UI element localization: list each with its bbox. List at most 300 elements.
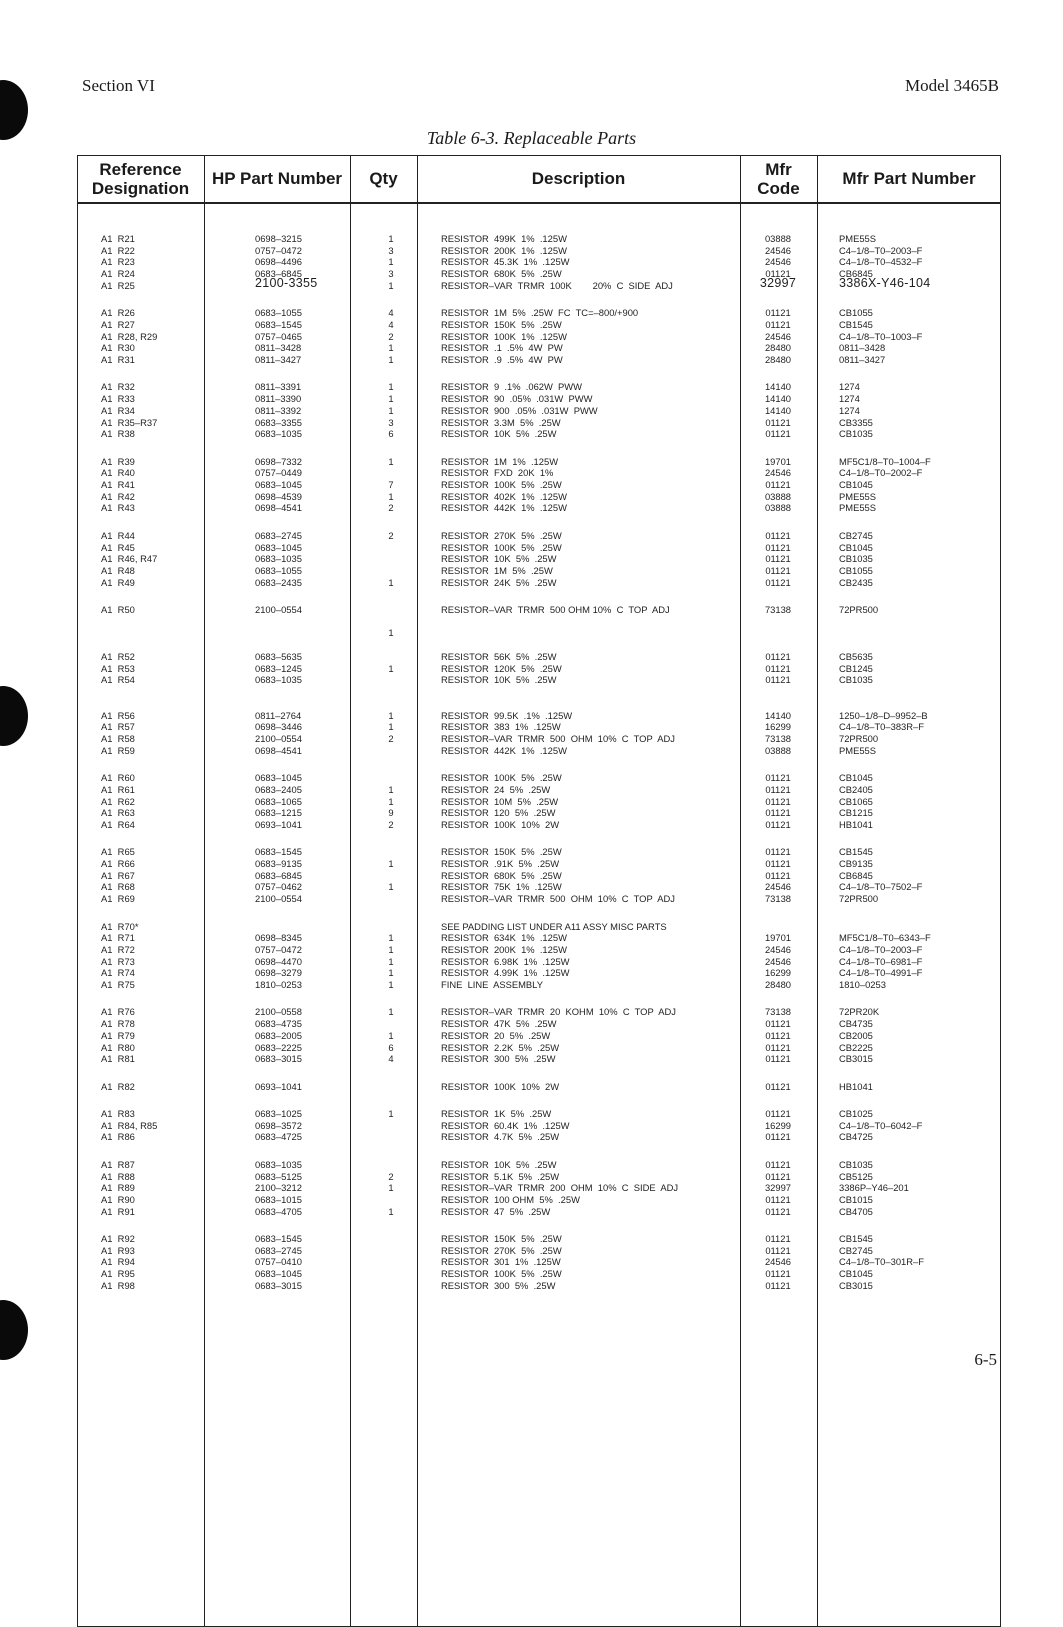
cell-reference: A1 R28, R29 — [101, 330, 158, 342]
cell-mfr-code: 01121 — [765, 1193, 791, 1205]
cell-description: RESISTOR–VAR TRMR 500 OHM 10% C TOP ADJ — [441, 893, 675, 905]
cell-hp-part: 0698–3446 — [255, 721, 302, 733]
cell-hp-part: 0683–1055 — [255, 564, 302, 576]
cell-description: RESISTOR 442K 1% .125W — [441, 744, 567, 756]
cell-qty: 1 — [388, 967, 394, 979]
cell-mfr-part: CB1035 — [839, 428, 873, 440]
cell-description: RESISTOR 56K 5% .25W — [441, 650, 557, 662]
cell-mfr-code: 14140 — [764, 709, 792, 721]
cell-hp-part: 0683–9135 — [255, 858, 302, 869]
cell-hp-part: 0683–2745 — [255, 1244, 302, 1256]
cell-mfr-code: 01121 — [765, 807, 791, 819]
cell-hp-part: 0698–4496 — [255, 256, 302, 268]
cell-qty: 2 — [388, 818, 394, 830]
cell-mfr-part: C4–1/8–T0–383R–F — [839, 721, 924, 733]
cell-mfr-code: 01121 — [765, 1233, 791, 1244]
cell-reference: A1 R87 — [101, 1158, 135, 1170]
cell-mfr-part: CB3015 — [839, 1279, 873, 1291]
parts-table — [77, 155, 1001, 1627]
cell-hp-part: 0693–1041 — [255, 1080, 302, 1092]
col-header-description: Description — [531, 169, 626, 188]
cell-description: RESISTOR 270K 5% .25W — [441, 529, 562, 541]
cell-hp-part: 0683–1035 — [255, 1158, 302, 1170]
cell-mfr-part: 72PR500 — [839, 733, 879, 744]
cell-description: RESISTOR 100K 1% .125W — [441, 330, 567, 342]
cell-hp-part: 0698–7332 — [255, 455, 302, 467]
cell-description: RESISTOR 270K 5% .25W — [441, 1244, 562, 1256]
cell-reference: A1 R78 — [101, 1018, 135, 1030]
cell-qty: 1 — [388, 783, 394, 795]
cell-reference: A1 R21 — [101, 233, 135, 244]
cell-mfr-part: PME55S — [839, 233, 876, 244]
cell-reference: A1 R71 — [101, 932, 135, 944]
cell-reference: A1 R94 — [101, 1256, 135, 1268]
cell-reference: A1 R79 — [101, 1029, 135, 1041]
cell-reference: A1 R88 — [101, 1170, 135, 1182]
cell-hp-part: 0683–3355 — [255, 416, 302, 428]
cell-qty: 1 — [388, 721, 394, 733]
cell-hp-part: 0683–1015 — [255, 1193, 302, 1205]
cell-qty: 4 — [388, 1053, 394, 1065]
cell-mfr-part: 0811–3428 — [839, 342, 886, 354]
cell-description: RESISTOR 100K 5% .25W — [441, 1268, 562, 1280]
cell-hp-part: 0811–3391 — [255, 381, 302, 393]
cell-mfr-code: 01121 — [765, 1170, 791, 1182]
cell-mfr-part: C4–1/8–T0–2003–F — [839, 244, 923, 256]
cell-description: RESISTOR 300 5% .25W — [441, 1053, 556, 1065]
cell-reference: A1 R31 — [101, 354, 135, 365]
cell-mfr-part: 1274 — [839, 381, 860, 393]
cell-hp-part: 0683–1045 — [255, 772, 302, 784]
cell-description: RESISTOR 100K 5% .25W — [441, 772, 562, 784]
cell-reference: A1 R64 — [101, 818, 135, 830]
cell-hp-part: 0698–3279 — [255, 967, 302, 979]
cell-mfr-part: CB1245 — [839, 662, 873, 674]
cell-qty: 1 — [388, 342, 394, 354]
cell-qty: 1 — [388, 576, 394, 588]
cell-description: RESISTOR–VAR TRMR 500 OHM 10% C TOP ADJ — [441, 604, 670, 615]
cell-hp-part: 0698–4541 — [255, 744, 302, 756]
cell-mfr-part: CB1045 — [839, 772, 873, 784]
cell-hp-part: 0683–1545 — [255, 318, 302, 330]
cell-reference: A1 R76 — [101, 1006, 135, 1018]
cell-reference: A1 R81 — [101, 1053, 135, 1065]
cell-mfr-code: 19701 — [764, 455, 792, 467]
cell-hp-part: 0683–1045 — [255, 541, 302, 553]
cell-qty: 3 — [388, 416, 394, 428]
cell-mfr-code: 01121 — [765, 1041, 791, 1053]
cell-hp-part: 0683–1545 — [255, 1233, 302, 1244]
cell-mfr-part: C4–1/8–T0–2002–F — [839, 467, 923, 479]
cell-hp-part: 0757–0410 — [255, 1256, 302, 1268]
col-header-qty: Qty — [369, 169, 398, 188]
cell-hp-part: 0683–4725 — [255, 1131, 302, 1143]
cell-description: RESISTOR 1M 5% .25W FC TC=–800/+900 — [441, 307, 639, 319]
cell-mfr-part: CB4725 — [839, 1131, 873, 1143]
cell-mfr-part: MF5C1/8–T0–1004–F — [839, 455, 931, 467]
cell-description: RESISTOR 634K 1% .125W — [441, 932, 567, 944]
cell-mfr-code: 01121 — [765, 428, 791, 440]
cell-qty: 1 — [388, 1029, 394, 1041]
cell-mfr-part: CB2405 — [839, 783, 873, 795]
cell-qty: 1 — [388, 233, 394, 244]
cell-description: RESISTOR 4.99K 1% .125W — [441, 967, 570, 979]
cell-qty: 2 — [388, 1170, 394, 1182]
cell-mfr-code: 16299 — [764, 967, 792, 979]
cell-mfr-part: CB1045 — [839, 479, 873, 490]
cell-mfr-code: 01121 — [765, 318, 791, 330]
cell-hp-part: 0683–5125 — [255, 1170, 302, 1182]
cell-mfr-code: 24546 — [764, 955, 792, 967]
cell-mfr-code: 24546 — [764, 943, 792, 955]
cell-description: RESISTOR 10K 5% .25W — [441, 428, 557, 440]
cell-description: RESISTOR 1K 5% .25W — [441, 1108, 552, 1119]
cell-mfr-code: 01121 — [765, 553, 791, 565]
cell-mfr-part: CB4735 — [839, 1018, 873, 1030]
cell-mfr-part: CB1035 — [839, 553, 873, 565]
cell-reference: A1 R43 — [101, 502, 135, 514]
cell-description: RESISTOR FXD 20K 1% — [441, 467, 554, 479]
cell-mfr-code: 01121 — [765, 1018, 791, 1030]
column-divider — [740, 155, 741, 1627]
cell-mfr-code: 01121 — [765, 674, 791, 686]
cell-hp-part: 2100–0554 — [255, 733, 302, 744]
cell-mfr-part: PME55S — [839, 502, 876, 514]
section-label: Section VI — [82, 76, 155, 95]
cell-reference: A1 R65 — [101, 846, 135, 858]
cell-description: RESISTOR 100 OHM 5% .25W — [441, 1193, 580, 1205]
cell-reference: A1 R26 — [101, 307, 135, 319]
cell-description: RESISTOR 499K 1% .125W — [441, 233, 567, 244]
cell-mfr-part: CB1545 — [839, 846, 873, 858]
cell-reference: A1 R68 — [101, 881, 135, 893]
cell-description: RESISTOR 5.1K 5% .25W — [441, 1170, 560, 1182]
cell-reference: A1 R62 — [101, 795, 135, 807]
cell-description: RESISTOR–VAR TRMR 200 OHM 10% C SIDE ADJ — [441, 1182, 679, 1194]
cell-description: RESISTOR 442K 1% .125W — [441, 502, 567, 514]
cell-description: RESISTOR 10K 5% .25W — [441, 553, 557, 565]
cell-mfr-part: 3386P–Y46–201 — [839, 1182, 909, 1194]
cell-mfr-part: C4–1/8–T0–2003–F — [839, 943, 923, 955]
cell-reference: A1 R95 — [101, 1268, 135, 1280]
cell-hp-part: 0683–3015 — [255, 1279, 302, 1291]
cell-reference: A1 R98 — [101, 1279, 135, 1291]
cell-qty: 1 — [388, 404, 394, 416]
cell-mfr-code: 01121 — [765, 818, 791, 830]
binder-hole — [0, 1300, 28, 1360]
cell-hp-part: 0698–4541 — [255, 502, 302, 514]
cell-qty: 1 — [388, 1182, 394, 1194]
cell-description: RESISTOR 6.98K 1% .125W — [441, 955, 570, 967]
cell-mfr-part: 0811–3427 — [839, 354, 886, 365]
cell-description: RESISTOR 301 1% .125W — [441, 1256, 561, 1268]
cell-hp-part: 0698–3572 — [255, 1119, 302, 1131]
cell-qty: 3 — [388, 268, 394, 280]
cell-qty: 1 — [388, 881, 394, 893]
cell-mfr-code: 01121 — [765, 772, 791, 784]
cell-mfr-code: 03888 — [764, 233, 792, 244]
cell-mfr-code: 73138 — [764, 733, 792, 744]
col-header-hp-part: HP Part Number — [211, 169, 343, 188]
cell-hp-part: 0683–3015 — [255, 1053, 302, 1065]
cell-description: RESISTOR 150K 5% .25W — [441, 1233, 562, 1244]
cell-mfr-code: 28480 — [764, 354, 792, 365]
cell-mfr-part: CB1545 — [839, 318, 873, 330]
cell-reference: A1 R91 — [101, 1205, 135, 1217]
cell-description: RESISTOR 680K 5% .25W — [441, 268, 562, 280]
cell-mfr-code: 32997 — [759, 276, 797, 291]
cell-mfr-code: 24546 — [764, 256, 792, 268]
cell-description: RESISTOR 90 .05% .031W PWW — [441, 393, 593, 405]
cell-description: RESISTOR 100K 10% 2W — [441, 1080, 560, 1092]
cell-mfr-part: C4–1/8–T0–6981–F — [839, 955, 923, 967]
cell-hp-part: 0683–1035 — [255, 674, 302, 686]
cell-reference: A1 R60 — [101, 772, 135, 784]
cell-description: RESISTOR .91K 5% .25W — [441, 858, 560, 869]
cell-hp-part: 0683–2405 — [255, 783, 302, 795]
cell-qty: 1 — [388, 955, 394, 967]
cell-mfr-code: 24546 — [764, 881, 792, 893]
cell-hp-part: 0683–1215 — [255, 807, 302, 819]
cell-reference: A1 R84, R85 — [101, 1119, 158, 1131]
cell-qty: 1 — [388, 662, 394, 674]
cell-qty: 6 — [388, 1041, 394, 1053]
cell-mfr-part: CB9135 — [839, 858, 873, 869]
cell-mfr-part: CB5125 — [839, 1170, 873, 1182]
cell-description: RESISTOR 120K 5% .25W — [441, 662, 562, 674]
cell-reference: A1 R42 — [101, 490, 135, 502]
cell-mfr-part: 3386X-Y46-104 — [839, 276, 931, 291]
cell-description: RESISTOR 60.4K 1% .125W — [441, 1119, 570, 1131]
cell-mfr-part: HB1041 — [839, 818, 873, 830]
cell-mfr-part: CB1065 — [839, 795, 873, 807]
cell-reference: A1 R67 — [101, 869, 135, 881]
cell-description: RESISTOR 150K 5% .25W — [441, 318, 562, 330]
cell-reference: A1 R66 — [101, 858, 135, 869]
cell-mfr-part: 72PR500 — [839, 893, 879, 905]
cell-mfr-code: 01121 — [765, 650, 791, 662]
cell-mfr-part: CB5635 — [839, 650, 873, 662]
cell-mfr-code: 14140 — [764, 404, 792, 416]
cell-mfr-code: 14140 — [764, 393, 792, 405]
cell-mfr-code: 01121 — [765, 529, 791, 541]
cell-hp-part: 0683–1045 — [255, 1268, 302, 1280]
cell-mfr-code: 01121 — [765, 1158, 791, 1170]
cell-hp-part: 2100–0554 — [255, 604, 302, 615]
cell-reference: A1 R83 — [101, 1108, 135, 1119]
cell-description: RESISTOR 100K 5% .25W — [441, 479, 562, 490]
cell-qty: 1 — [388, 393, 394, 405]
cell-mfr-code: 01121 — [765, 869, 791, 881]
cell-reference: A1 R89 — [101, 1182, 135, 1194]
cell-reference: A1 R74 — [101, 967, 135, 979]
cell-reference: A1 R86 — [101, 1131, 135, 1143]
cell-mfr-part: CB3015 — [839, 1053, 873, 1065]
cell-mfr-code: 01121 — [765, 795, 791, 807]
cell-qty: 2 — [388, 502, 394, 514]
cell-hp-part: 0698–4539 — [255, 490, 302, 502]
cell-mfr-code: 28480 — [764, 979, 792, 990]
page-number: 6-5 — [974, 1350, 997, 1369]
cell-mfr-part: CB6845 — [839, 268, 873, 280]
cell-mfr-part: C4–1/8–T0–4532–F — [839, 256, 923, 268]
cell-reference: A1 R32 — [101, 381, 135, 393]
cell-mfr-part: CB2435 — [839, 576, 873, 588]
cell-description: RESISTOR 150K 5% .25W — [441, 846, 562, 858]
cell-mfr-part: CB3355 — [839, 416, 873, 428]
cell-mfr-code: 28480 — [764, 342, 792, 354]
binder-hole — [0, 686, 28, 746]
cell-reference: A1 R27 — [101, 318, 135, 330]
cell-mfr-code: 01121 — [765, 1029, 791, 1041]
cell-qty: 1 — [388, 932, 394, 944]
cell-description: RESISTOR–VAR TRMR 100K 20% C SIDE ADJ — [441, 279, 673, 291]
cell-description: RESISTOR 402K 1% .125W — [441, 490, 567, 502]
cell-hp-part: 0683–6845 — [255, 268, 302, 280]
cell-qty: 6 — [388, 428, 394, 440]
cell-mfr-code: 73138 — [764, 893, 792, 905]
cell-description: SEE PADDING LIST UNDER A11 ASSY MISC PARTS — [441, 920, 667, 932]
cell-description: RESISTOR .1 .5% 4W PW — [441, 342, 563, 354]
cell-reference: A1 R63 — [101, 807, 135, 819]
cell-hp-part: 0683–1025 — [255, 1108, 302, 1119]
cell-reference: A1 R61 — [101, 783, 135, 795]
cell-mfr-code: 01121 — [765, 846, 791, 858]
cell-mfr-part: CB1055 — [839, 564, 873, 576]
cell-mfr-part: 1250–1/8–D–9952–B — [839, 709, 928, 721]
cell-mfr-part: CB2745 — [839, 529, 873, 541]
cell-hp-part: 0683–1035 — [255, 428, 302, 440]
cell-mfr-code: 01121 — [765, 416, 791, 428]
cell-qty: 9 — [388, 807, 394, 819]
cell-qty: 2 — [388, 330, 394, 342]
cell-description: RESISTOR 75K 1% .125W — [441, 881, 562, 893]
cell-reference: A1 R35–R37 — [101, 416, 158, 428]
cell-hp-part: 1810–0253 — [255, 979, 302, 990]
cell-reference: A1 R33 — [101, 393, 135, 405]
cell-description: FINE LINE ASSEMBLY — [441, 979, 543, 990]
cell-mfr-code: 19701 — [764, 932, 792, 944]
cell-mfr-code: 24546 — [764, 244, 792, 256]
cell-mfr-part: C4–1/8–T0–301R–F — [839, 1256, 924, 1268]
cell-hp-part: 0683–1065 — [255, 795, 302, 807]
cell-description: RESISTOR 10K 5% .25W — [441, 1158, 557, 1170]
cell-qty: 1 — [388, 381, 394, 393]
cell-qty: 1 — [388, 709, 394, 721]
cell-description: RESISTOR 300 5% .25W — [441, 1279, 556, 1291]
cell-mfr-part: PME55S — [839, 490, 876, 502]
cell-reference: A1 R23 — [101, 256, 135, 268]
cell-hp-part: 0683–5635 — [255, 650, 302, 662]
cell-mfr-code: 14140 — [764, 381, 792, 393]
cell-mfr-code: 03888 — [764, 744, 792, 756]
cell-mfr-code: 01121 — [765, 307, 791, 319]
cell-qty: 1 — [388, 279, 394, 291]
cell-hp-part: 0698–4470 — [255, 955, 302, 967]
cell-description: RESISTOR 900 .05% .031W PWW — [441, 404, 598, 416]
cell-reference: A1 R39 — [101, 455, 135, 467]
cell-hp-part: 0683–4705 — [255, 1205, 302, 1217]
cell-description: RESISTOR 45.3K 1% .125W — [441, 256, 570, 268]
cell-mfr-code: 16299 — [764, 721, 792, 733]
cell-hp-part: 2100–0558 — [255, 1006, 302, 1018]
cell-mfr-part: C4–1/8–T0–6042–F — [839, 1119, 923, 1131]
cell-reference: A1 R50 — [101, 604, 135, 615]
cell-mfr-part: 72PR500 — [839, 604, 879, 615]
cell-description: RESISTOR 200K 1% .125W — [441, 943, 567, 955]
cell-mfr-part: C4–1/8–T0–7502–F — [839, 881, 923, 893]
cell-hp-part: 0811–2764 — [255, 709, 302, 721]
cell-reference: A1 R90 — [101, 1193, 135, 1205]
cell-mfr-part: 1810–0253 — [839, 979, 886, 990]
cell-hp-part: 2100-3355 — [255, 276, 318, 291]
cell-description: RESISTOR 200K 1% .125W — [441, 244, 567, 256]
cell-mfr-part: CB1045 — [839, 541, 873, 553]
cell-hp-part: 0683–2435 — [255, 576, 302, 588]
cell-hp-part: 0811–3392 — [255, 404, 302, 416]
cell-mfr-code: 01121 — [765, 858, 791, 869]
cell-mfr-part: C4–1/8–T0–1003–F — [839, 330, 923, 342]
cell-hp-part: 2100–3212 — [255, 1182, 302, 1194]
cell-hp-part: 0683–1045 — [255, 479, 302, 490]
cell-reference: A1 R93 — [101, 1244, 135, 1256]
cell-qty: 1 — [388, 1006, 394, 1018]
cell-mfr-code: 32997 — [764, 1182, 792, 1194]
cell-hp-part: 0698–8345 — [255, 932, 302, 944]
cell-qty: 1 — [388, 354, 394, 365]
cell-hp-part: 0811–3427 — [255, 354, 302, 365]
cell-hp-part: 0683–2745 — [255, 529, 302, 541]
cell-mfr-code: 03888 — [764, 502, 792, 514]
cell-mfr-code: 24546 — [764, 1256, 792, 1268]
cell-qty: 1 — [388, 256, 394, 268]
cell-mfr-code: 01121 — [765, 662, 791, 674]
column-divider — [417, 155, 418, 1627]
cell-mfr-part: CB1055 — [839, 307, 873, 319]
cell-reference: A1 R45 — [101, 541, 135, 553]
cell-mfr-part: HB1041 — [839, 1080, 873, 1092]
cell-description: RESISTOR 99.5K .1% .125W — [441, 709, 573, 721]
cell-mfr-code: 01121 — [765, 1131, 791, 1143]
cell-reference: A1 R80 — [101, 1041, 135, 1053]
cell-reference: A1 R72 — [101, 943, 135, 955]
cell-hp-part: 0683–1245 — [255, 662, 302, 674]
cell-qty: 1 — [388, 979, 394, 990]
cell-description: RESISTOR 47 5% .25W — [441, 1205, 551, 1217]
cell-description: RESISTOR 24 5% .25W — [441, 783, 551, 795]
cell-mfr-part: CB2225 — [839, 1041, 873, 1053]
cell-mfr-part: 72PR20K — [839, 1006, 880, 1018]
cell-description: RESISTOR 383 1% .125W — [441, 721, 561, 733]
cell-reference: A1 R92 — [101, 1233, 135, 1244]
cell-mfr-code: 01121 — [765, 1279, 791, 1291]
cell-mfr-code: 01121 — [765, 783, 791, 795]
cell-mfr-code: 01121 — [765, 576, 791, 588]
cell-description: RESISTOR–VAR TRMR 500 OHM 10% C TOP ADJ — [441, 733, 675, 744]
cell-description: RESISTOR–VAR TRMR 20 KOHM 10% C TOP ADJ — [441, 1006, 676, 1018]
cell-description: RESISTOR 1M 5% .25W — [441, 564, 553, 576]
cell-description: RESISTOR 120 5% .25W — [441, 807, 556, 819]
cell-reference: A1 R46, R47 — [101, 553, 158, 565]
cell-reference: A1 R53 — [101, 662, 135, 674]
col-header-reference: Reference Designation — [91, 159, 190, 198]
column-divider — [350, 155, 351, 1627]
cell-hp-part: 0683–1035 — [255, 553, 302, 565]
cell-hp-part: 0811–3390 — [255, 393, 302, 405]
cell-mfr-part: CB1035 — [839, 1158, 873, 1170]
cell-mfr-part: CB2745 — [839, 1244, 873, 1256]
cell-reference: A1 R22 — [101, 244, 135, 256]
